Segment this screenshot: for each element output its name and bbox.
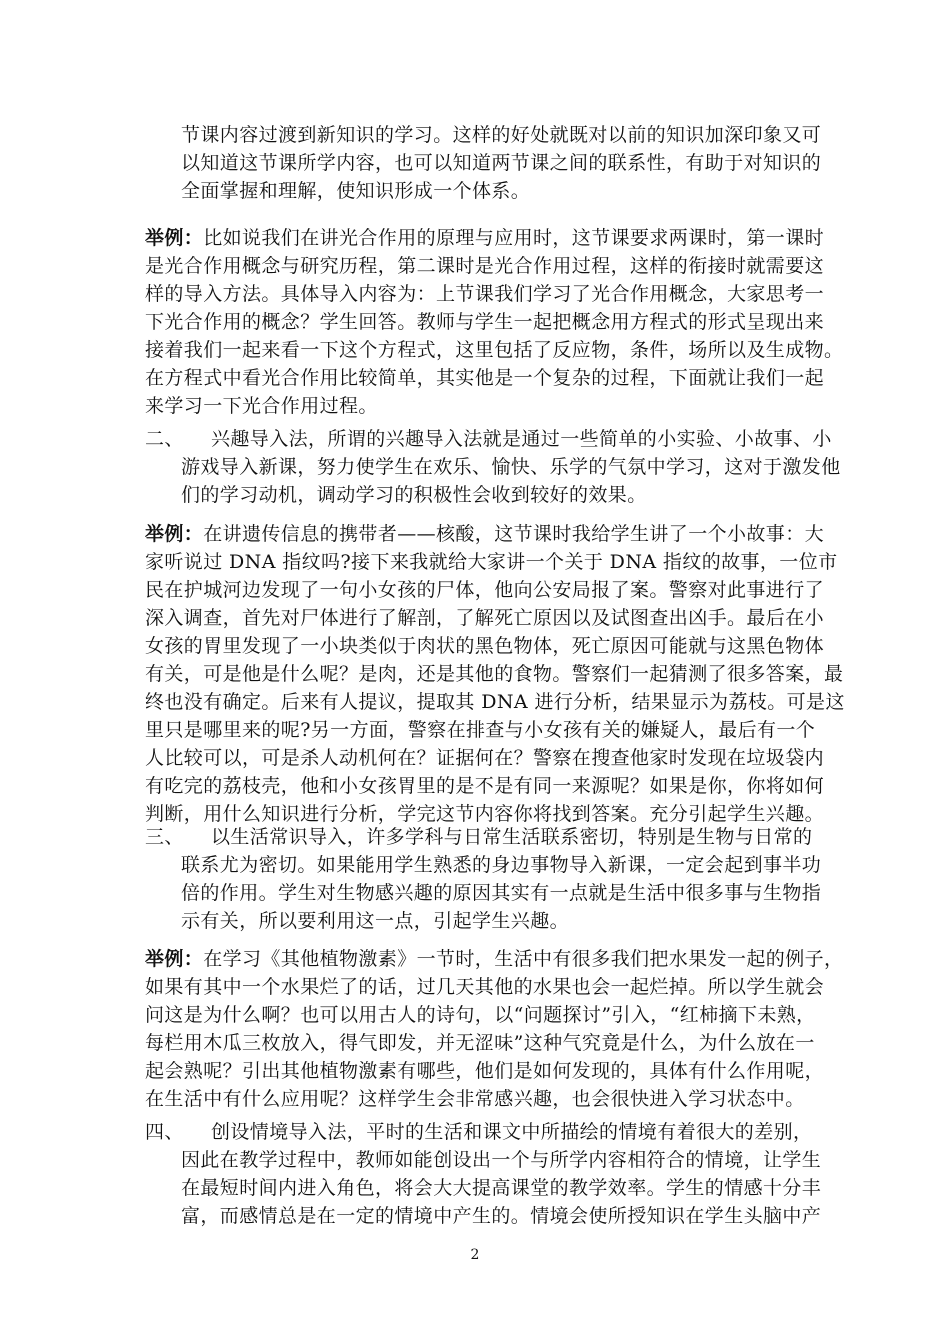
paragraph-line: 每栏用木瓜三枚放入，得气即发，并无涩味”这种气究竟是什么，为什么放在一 bbox=[145, 1032, 815, 1054]
paragraph-line bbox=[145, 520, 825, 548]
paragraph-line: 在生活中有什么应用呢？这样学生会非常感兴趣，也会很快进入学习状态中。 bbox=[145, 1088, 805, 1110]
paragraph-line: 联系尤为密切。如果能用学生熟悉的身边事物导入新课，一定会起到事半功 bbox=[181, 854, 822, 876]
paragraph-line bbox=[145, 224, 825, 252]
paragraph-line: 有关，可是他是什么呢？是肉，还是其他的食物。警察们一起猜测了很多答案，最 bbox=[145, 663, 844, 685]
paragraph-line: 家听说过 DNA 指纹吗?接下来我就给大家讲一个关于 DNA 指纹的故事，一位市 bbox=[145, 551, 838, 573]
paragraph-line: 如果有其中一个水果烂了的话，过几天其他的水果也会一起烂掉。所以学生就会 bbox=[145, 976, 825, 998]
paragraph-line: 们的学习动机，调动学习的积极性会收到较好的效果。 bbox=[181, 484, 647, 506]
paragraph-line: 兴趣导入法，所谓的兴趣导入法就是通过一些简单的小实验、小故事、小 bbox=[211, 428, 832, 450]
paragraph-text: 比如说我们在讲光合作用的原理与应用时，这节课要求两课时，第一课时 bbox=[203, 227, 825, 249]
example-paragraph-3 bbox=[145, 945, 844, 1113]
paragraph-line: 在最短时间内进入角色，将会大大提高课堂的教学效率。学生的情感十分丰 bbox=[181, 1177, 822, 1199]
example-paragraph-2 bbox=[145, 520, 845, 828]
paragraph-line: 女孩的胃里发现了一小块类似于肉状的黑色物体，死亡原因可能就与这黑色物体 bbox=[145, 635, 825, 657]
paragraph-line: 来学习一下光合作用过程。 bbox=[145, 395, 378, 417]
paragraph-line: 问这是为什么啊？也可以用古人的诗句，以“问题探讨”引入，“红柿摘下未熟， bbox=[145, 1004, 816, 1026]
paragraph-line: 倍的作用。学生对生物感兴趣的原因其实有一点就是生活中很多事与生物指 bbox=[181, 882, 822, 904]
page-number: 2 bbox=[470, 1247, 480, 1263]
section-paragraph-2 bbox=[145, 425, 841, 509]
paragraph-line: 里只是哪里来的呢?另一方面，警察在排查与小女孩有关的嫌疑人，最后有一个 bbox=[145, 719, 816, 741]
paragraph-line: 因此在教学过程中，教师如能创设出一个与所学内容相符合的情境，让学生 bbox=[181, 1149, 822, 1171]
example-label: 举例： bbox=[145, 948, 204, 970]
paragraph-line: 下光合作用的概念？学生回答。教师与学生一起把概念用方程式的形式呈现出来 bbox=[145, 311, 825, 333]
example-paragraph-1 bbox=[145, 224, 844, 420]
paragraph-line: 全面掌握和理解，使知识形成一个体系。 bbox=[181, 180, 531, 202]
paragraph-line: 判断，用什么知识进行分析，学完这节内容你将找到答案。充分引起学生兴趣。 bbox=[145, 803, 825, 825]
paragraph-line bbox=[145, 945, 844, 973]
section-paragraph-4 bbox=[145, 1118, 822, 1230]
paragraph-line: 接着我们一起来看一下这个方程式，这里包括了反应物，条件，场所以及生成物。 bbox=[145, 339, 844, 361]
section-number: 二、 bbox=[145, 428, 184, 450]
paragraph-line: 以知道这节课所学内容，也可以知道两节课之间的联系性，有助于对知识的 bbox=[181, 152, 822, 174]
example-label: 举例： bbox=[145, 227, 204, 249]
section-paragraph-3 bbox=[145, 823, 822, 935]
example-label: 举例： bbox=[145, 523, 204, 545]
section-number: 三、 bbox=[145, 826, 184, 848]
paragraph-line: 样的导入方法。具体导入内容为：上节课我们学习了光合作用概念，大家思考一 bbox=[145, 283, 825, 305]
paragraph-line: 是光合作用概念与研究历程，第二课时是光合作用过程，这样的衔接时就需要这 bbox=[145, 255, 825, 277]
paragraph-line: 以生活常识导入，许多学科与日常生活联系密切，特别是生物与日常的 bbox=[211, 826, 813, 848]
paragraph-line: 富，而感情总是在一定的情境中产生的。情境会使所授知识在学生头脑中产 bbox=[181, 1205, 822, 1227]
paragraph-line: 深入调查，首先对尸体进行了解剖，了解死亡原因以及试图查出凶手。最后在小 bbox=[145, 607, 825, 629]
section-number: 四、 bbox=[145, 1121, 184, 1143]
paragraph-text: 在学习《其他植物激素》一节时，生活中有很多我们把水果发一起的例子， bbox=[203, 948, 844, 970]
paragraph-line: 有吃完的荔枝壳，他和小女孩胃里的是不是有同一来源呢？如果是你，你将如何 bbox=[145, 775, 825, 797]
paragraph-line: 终也没有确定。后来有人提议，提取其 DNA 进行分析，结果显示为荔枝。可是这 bbox=[145, 691, 845, 713]
paragraph-text: 在讲遗传信息的携带者——核酸，这节课时我给学生讲了一个小故事：大 bbox=[203, 523, 825, 545]
paragraph-line: 在方程式中看光合作用比较简单，其实他是一个复杂的过程，下面就让我们一起 bbox=[145, 367, 825, 389]
paragraph-line: 节课内容过渡到新知识的学习。这样的好处就既对以前的知识加深印象又可 bbox=[181, 124, 822, 146]
paragraph-line: 游戏导入新课，努力使学生在欢乐、愉快、乐学的气氛中学习，这对于激发他 bbox=[181, 456, 841, 478]
paragraph-line: 起会熟呢？引出其他植物激素有哪些，他们是如何发现的，具体有什么作用呢， bbox=[145, 1060, 825, 1082]
paragraph-line: 创设情境导入法，平时的生活和课文中所描绘的情境有着很大的差别， bbox=[211, 1121, 813, 1143]
paragraph-line: 示有关，所以要利用这一点，引起学生兴趣。 bbox=[181, 910, 570, 932]
paragraph-line: 民在护城河边发现了一句小女孩的尸体，他向公安局报了案。警察对此事进行了 bbox=[145, 579, 825, 601]
paragraph-line: 人比较可以，可是杀人动机何在？证据何在？警察在搜查他家时发现在垃圾袋内 bbox=[145, 747, 825, 769]
continuation-paragraph bbox=[145, 121, 822, 205]
